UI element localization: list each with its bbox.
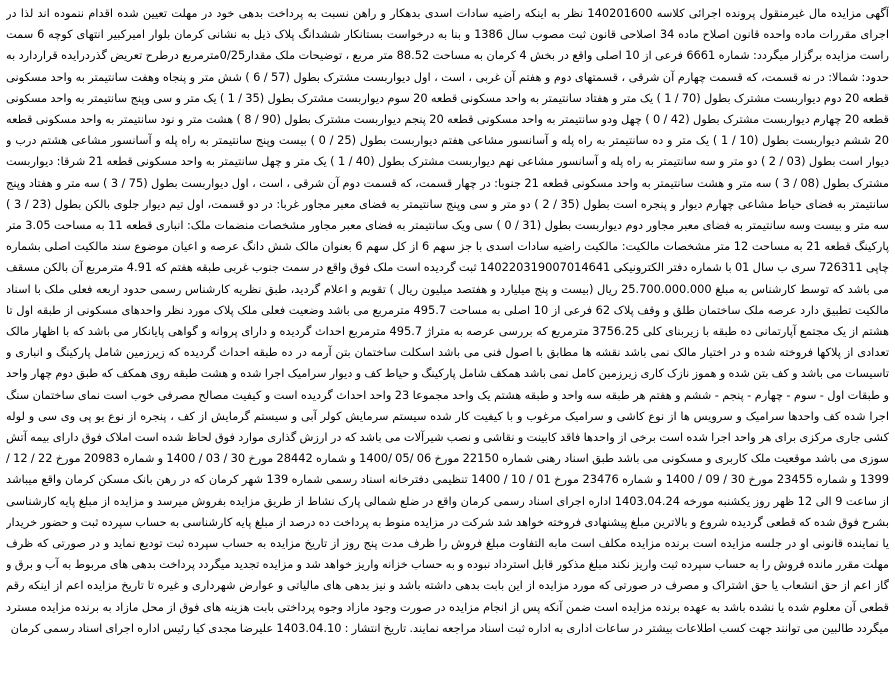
auction-notice [6,3,889,668]
notice-text: آگهی مزایده مال غیرمنقول پرونده اجرائی کلاسه 140201600 نظر به اینکه راضیه سادات اسدی بدهکار و راهن نسبت به پرداخت بدهی خود در مهلت تعیین شده اقدام ننموده اند لذا در اجرای مقررات ماده واحده قانون اصلاح ماده 34 اصلاحی قانون ثبت مصوب سال 1386 و بنا به درخواست بستانکار ششدانگ پلاک ذیل به نشانی کرمان بلوار امیرکبیر انتهای کوچه 6 سمت راست مزایده برگزار میگردد: شماره 6661 فرعی از 10 اصلی واقع در بخش 4 کرمان به مساحت 88.52 متر مربع ، توضیحات ملک مقدار0/25مترمربع درطرح تعریض گذردرایده قراردارد به حدود: شمالا: در نه قسمت، که قسمت چهارم آن شرقی ، قسمتهای دوم و هفتم آن غربی ، است ، اول دیواربست مشترک بطول (57 / 6 ) شش متر و پنجاه وهفت سانتیمتر به واحد مسکونی قطعه 20 دوم دیواربست مشترک بطول (70 / 1 ) یک متر و هفتاد سانتیمتر به واحد مسکونی قطعه 20 سوم دیواربست مشترک بطول (35 / 1 ) یک متر و سی وپنج سانتیمتر به واحد مسکونی قطعه 20 چهارم دیواربست مشترک بطول (42 / 0 ) چهل ودو سانتیمتر به واحد مسکونی قطعه 20 پنجم دیواربست مشترک بطول (90 / 8 ) هشت متر و نود سانتیمتر به واحد مسکونی قطعه 20 ششم دیواربست بطول (10 / 1 ) یک متر و ده سانتیمتر به راه پله و آسانسور مشاعی هفتم دیواربست بطول (25 / 0 ) بیست وپنج سانتیمتر به راه پله و آسانسور مشاعی هشتم درب و دیوار است بطول (03 / 2 ) دو متر و سه سانتیمتر به راه پله و آسانسور مشاعی نهم دیواربست مشترک بطول (40 / 1 ) یک متر و چهل سانتیمتر به واحد مسکونی قطعه 21 شرقا: دیواربست مشترک بطول (08 / 3 ) سه متر و هشت سانتیمتر به واحد مسکونی قطعه 21 جنوبا: در چهار قسمت، که قسمت دوم آن شرقی ، است ، اول دیواربست بطول (75 / 3 ) سه متر و هفتاد وپنج سانتیمتر به فضای حیاط مشاعی چهارم دیوار و پنجره است بطول (35 / 2 ) دو متر و سی وپنج سانتیمتر به فضای معبر مجاور غربا: در دو قسمت، اول تیم دیوار جلوی بالکن بطول (23 / 3 ) سه متر و بیست وسه سانتیمتر به فضای معبر مجاور دوم دیواربست بطول (31 / 0 ) سی ویک سانتیمتر به فضای معبر مجاور مشخصات منضمات ملک: انباری قطعه 11 به مساحت 3.05 متر پارکینگ قطعه 21 به مساحت 12 متر مشخصات مالکیت: مالکیت راضیه سادات اسدی با جز سهم 6 از کل سهم 6 بعنوان مالک شش دانگ عرصه و اعیان موضوع سند مالکیت اصلی بشماره چاپی 726311 سری ب سال 01 با شماره دفتر الکترونیکی 140220319007014641 ثبت گردیده است ملک فوق واقع در سمت جنوب غربی طبقه هفتم که 4.91 مترمربع آن بالکن مسقف می باشد که توسط کارشناس به مبلغ 25.700.000.000 ریال (بیست و پنج میلیارد و هفتصد میلیون ریال ) تقویم و اعلام گردید، طبق نظریه کارشناس رسمی حدود اربعه فعلی ملک با اسناد مالکیت تطبیق دارد عرصه ملک ساختمان طلق و وقف پلاک 62 فرعی از 10 اصلی به مساحت 495.7 مترمربع می باشد وضعیت فعلی ملک پلاک مورد نظر واحدهای مسکونی از طبقه اول تا هشتم از یک مجتمع آپارتمانی ده طبقه با زیربنای کلی 3756.25 مترمربع که بررسی عرصه به متراژ 495.7 مترمربع احداث گردیده و دارای پروانه و گواهی پایانکار می باشد که با اظهار مالک تعدادی از پلاکها فروخته شده و در اختیار مالک نمی باشد نقشه ها مطابق با اصول فنی می باشد اسکلت ساختمان بتن آرمه در ده طبقه احداث گردیده که زیرزمین شامل پارکینگ و انباری و تاسیسات می باشد و کف بتن شده و هموز نازک کاری زیرزمین کامل نمی باشد همکف شامل پارکینگ و حیاط کف و دیوار سرامیک اجرا شده و هشت طبقه روی همکف که طبق دوم چهار واحد و طبقات اول - سوم - چهارم - پنجم - ششم و هفتم هر طبقه سه واحد و طبقه هشتم یک واحد مجموعا 23 واحد احداث گردیده است و کیفیت مصالح مصرفی خوب است نمای ساختمان سنگ اجرا شده کف واحدها سرامیک و سرویس ها از نوع کاشی و سرامیک مرغوب و با کیفیت کار شده سیستم سرمایش کولر آبی و سیستم گرمایش از کف ، پنجره از نوع یو پی وی سی و لوله کشی جاری مرکزی برای هر واحد اجرا شده است برخی از واحدها فاقد کابینت و نقاشی و نصب شیرآلات می باشد که در ارزش گذاری موارد فوق لحاظ شده است املاک فوق دارای بیمه آتش سوزی می باشد موقعیت ملک کاربری و مسکونی می باشد طبق اسناد رهنی شماره 22150 مورخ 06 /05 /1400 و شماره 28442 مورخ 30 / 03 / 1400 و شماره 20983 مورخ 22 / 12 / 1399 و شماره 23455 مورخ 30 / 09 / 1400 و شماره 23476 مورخ 01 / 10 / 1400 تنظیمی دفترخانه اسناد رسمی شماره 139 شهر کرمان که در رهن بانک مسکن کرمان واقع میباشد از ساعت 9 الی 12 ظهر روز یکشنبه مورخه 1403.04.24 اداره اجرای اسناد رسمی کرمان واقع در ضلع شمالی پارک نشاط از طریق مزایده بفروش میرسد و مزایده از مبلغ پایه کارشناسی بشرح فوق شده که قطعی گردیده شروع و بالاترین مبلغ پیشنهادی فروخته خواهد شد شرکت در مزایده منوط به پرداخت ده درصد از مبلغ پایه کارشناسی به حساب سپرده ثبت و حضور خریدار یا نماینده قانونی او در جلسه مزایده است برنده مزایده مکلف است مابه التفاوت مبلغ فروش را ظرف مدت پنج روز از تاریخ مزایده به حساب سپرده ثبت تودیع نماید و در صورتی که ظرف مهلت مقرر مانده فروش را به حساب سپرده ثبت واریز نکند مبلغ مذکور قابل استرداد نبوده و به حساب خزانه واریز خواهد شد و مزایده تجدید میگردد پرداخت بدهی های مربوط به آب و برق و گاز اعم از حق انشعاب یا حق اشتراک و مصرف در صورتی که مورد مزایده از این بابت بدهی داشته باشد و نیز بدهی های مالیاتی و عوارض شهرداری و غیره تا تاریخ مزایده اعم از اینکه رقم قطعی آن معلوم شده یا نشده باشد به عهده برنده مزایده است ضمن آنکه پس از انجام مزایده در صورت وجود مازاد وجوه پرداختی بابت هزینه های فوق از محل مازاد به برنده مزایده مسترد میگردد طالبین می توانند جهت کسب اطلاعات بیشتر در ساعات اداری به اداره ثبت اسناد مراجعه نمایند. تاریخ انتشار : 1403.04.10 علیرضا مجدی کیا رئیس اداره اجرای اسناد رسمی کرمان [6,6,889,635]
